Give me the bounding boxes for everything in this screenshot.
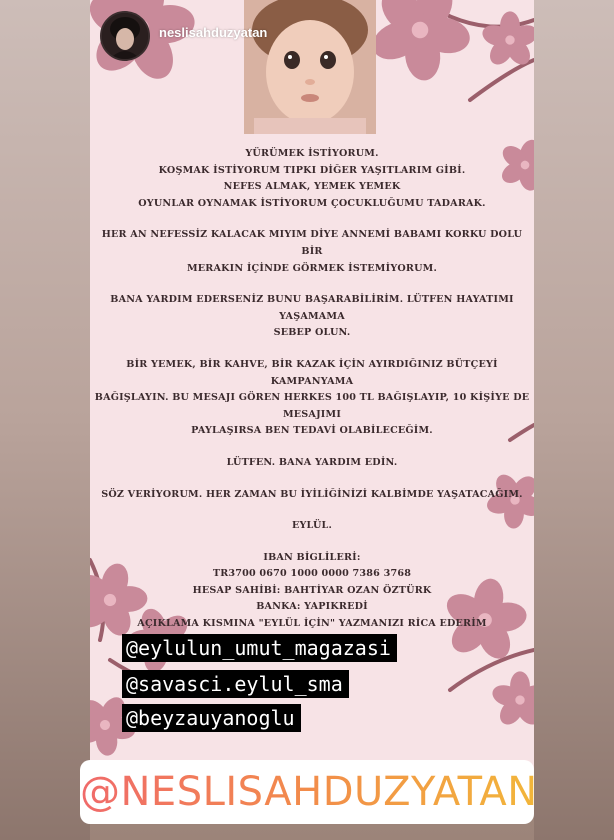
text-spacer bbox=[90, 277, 534, 292]
child-photo bbox=[244, 0, 376, 134]
tag-text: @NESLISAHDUZYATAN bbox=[80, 769, 538, 815]
story-line: HESAP SAHİBİ: BAHTİYAR OZAN ÖZTÜRK bbox=[192, 584, 432, 596]
avatar[interactable] bbox=[100, 11, 150, 61]
story-line: EYLÜL. bbox=[291, 520, 333, 532]
text-spacer bbox=[90, 472, 534, 487]
username[interactable]: neslisahduzyatan bbox=[159, 25, 268, 40]
story-line: AÇIKLAMA KISMINA "EYLÜL İÇİN" YAZMANIZI RİCA EDERİM bbox=[137, 618, 487, 630]
flower-icon bbox=[490, 671, 534, 729]
story-line: YÜRÜMEK İSTİYORUM. bbox=[245, 148, 379, 159]
story-line: NEFES ALMAK, YEMEK YEMEK bbox=[223, 181, 401, 193]
text-spacer bbox=[90, 212, 534, 227]
story-line: KOŞMAK İSTİYORUM TIPKI DİĞER YAŞITLARIM GİBİ. bbox=[158, 164, 466, 176]
mention-beyzauyanoglu[interactable]: @beyzauyanoglu bbox=[122, 704, 301, 732]
background-right bbox=[534, 0, 614, 840]
story-line: LÜTFEN. BANA YARDIM EDİN. bbox=[226, 456, 398, 468]
tag-sticker[interactable] bbox=[80, 760, 538, 824]
story-line: MERAKIN İÇİNDE GÖRMEK İSTEMİYORUM. bbox=[186, 262, 438, 274]
story-line: BAĞIŞLAYIN. BU MESAJI GÖREN HERKES 100 TL BAĞIŞLAYIP, 10 KİŞİYE DE MESAJIMI bbox=[94, 392, 530, 420]
story-line: IBAN BİGLİLERİ: bbox=[263, 551, 361, 563]
story-line: SEBEP OLUN. bbox=[273, 327, 351, 339]
story-line: BANA YARDIM EDERSENİZ BUNU BAŞARABİLİRİM. LÜTFEN HAYATIMI YAŞAMAMA bbox=[110, 294, 514, 322]
story-line: BANKA: YAPIKREDİ bbox=[256, 601, 368, 613]
story-line: SÖZ VERİYORUM. HER ZAMAN BU İYİLİĞİNİZİ KALBİMDE YAŞATACAĞIM. bbox=[101, 488, 523, 500]
story-line: TR3700 0670 1000 0000 7386 3768 bbox=[212, 568, 412, 580]
background-left bbox=[0, 0, 90, 840]
mention-savasci-eylul-sma[interactable]: @savasci.eylul_sma bbox=[122, 670, 349, 698]
story-line: PAYLAŞIRSA BEN TEDAVİ OLABİLECEĞİM. bbox=[191, 425, 433, 437]
text-spacer bbox=[90, 535, 534, 550]
story-line: BİR YEMEK, BİR KAHVE, BİR KAZAK İÇİN AYIRDIĞINIZ BÜTÇEYİ KAMPANYAMA bbox=[126, 358, 498, 387]
flower-stem bbox=[470, 60, 534, 100]
story-line: OYUNLAR OYNAMAK İSTİYORUM ÇOCUKLUĞUMU TADARAK. bbox=[138, 197, 486, 209]
story-message bbox=[90, 146, 534, 633]
text-spacer bbox=[90, 440, 534, 455]
text-spacer bbox=[90, 503, 534, 518]
mention-eylulun-umut-magazasi[interactable]: @eylulun_umut_magazasi bbox=[122, 634, 397, 662]
flower-icon bbox=[480, 11, 534, 69]
child-face-image bbox=[244, 0, 376, 134]
story-line: HER AN NEFESSİZ KALACAK MIYIM DİYE ANNEMİ BABAMI KORKU DOLU BİR bbox=[101, 229, 523, 257]
text-spacer bbox=[90, 342, 534, 357]
avatar-image bbox=[102, 13, 148, 59]
